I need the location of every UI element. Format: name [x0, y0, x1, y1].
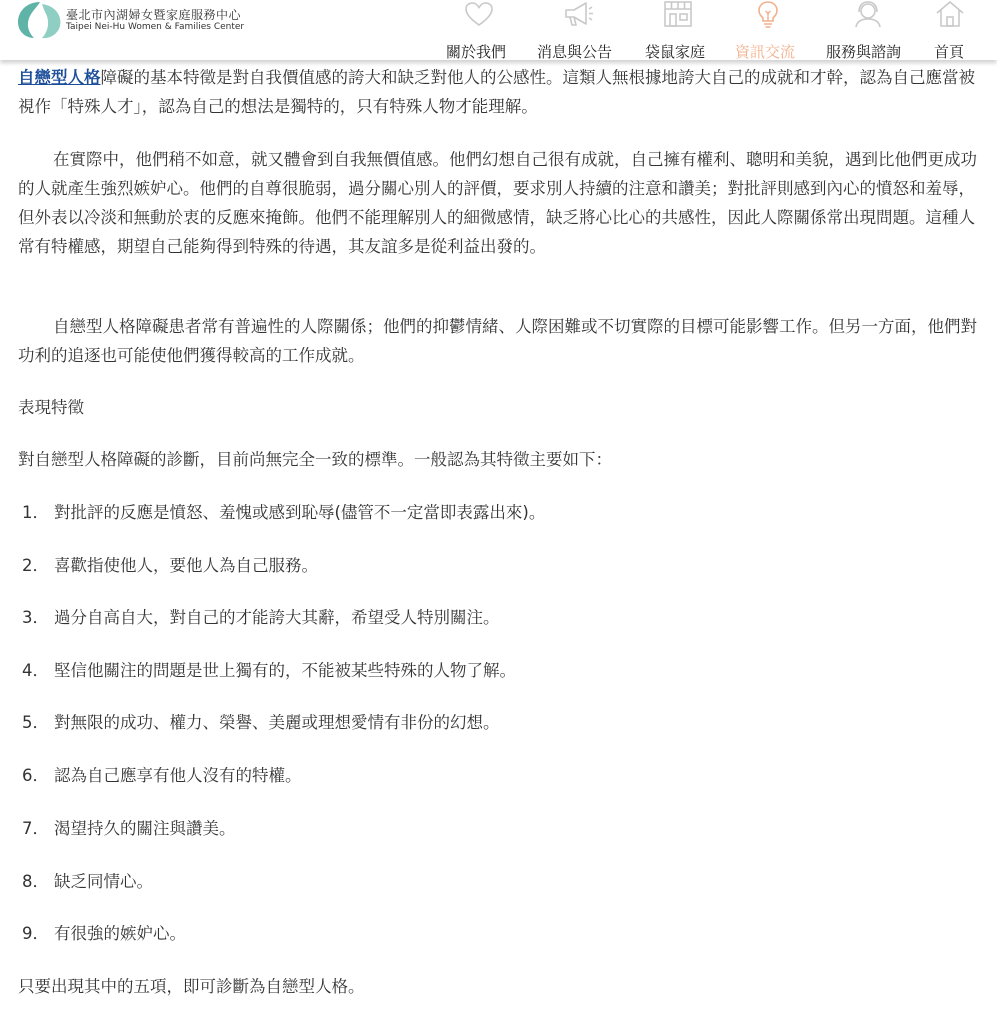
list-item-number: 9． [22, 924, 49, 943]
list-item [22, 765, 302, 787]
nav-item-news[interactable]: 消息與公告 [537, 43, 613, 61]
list-item [22, 871, 153, 893]
logo-title-zh: 臺北市內湖婦女暨家庭服務中心 [66, 8, 242, 22]
nav-item-kangaroo-family[interactable]: 袋鼠家庭 [645, 43, 706, 61]
list-intro: 對自戀型人格障礙的診斷，目前尚無完全一致的標準。一般認為其特徵主要如下： [18, 450, 612, 469]
list-item-number: 7． [22, 819, 49, 838]
nav-item-info-exchange[interactable]: 資訊交流 [735, 43, 796, 61]
list-item [22, 502, 545, 524]
list-item-text: 對無限的成功、權力、榮譽、美麗或理想愛情有非份的幻想。 [54, 713, 500, 732]
article-link-narcissistic-personality[interactable]: 自戀型人格 [18, 68, 101, 87]
list-item [22, 818, 236, 840]
conclusion: 只要出現其中的五項，即可診斷為自戀型人格。 [18, 977, 365, 996]
logo-title-en: Taipei Nei-Hu Women & Families Center [66, 22, 245, 32]
logo-icon[interactable] [16, 0, 64, 40]
list-item-number: 1． [22, 503, 49, 522]
list-item-text: 堅信他關注的問題是世上獨有的，不能被某些特殊的人物了解。 [54, 661, 516, 680]
list-item-number: 3． [22, 608, 49, 627]
list-item-text: 認為自己應享有他人沒有的特權。 [54, 766, 302, 785]
list-item-text: 有很強的嫉妒心。 [54, 924, 186, 943]
home-icon[interactable] [934, 0, 966, 28]
paragraph-2: 在實際中，他們稍不如意，就又體會到自我無價值感。他們幻想自己很有成就，自己擁有權利、聰明和美貌，遇到比他們更成功的人就產生強烈嫉妒心。他們的自尊很脆弱，過分關心別人的評價，要求別人持續的注意和讚美；對批評則感到內心的憤怒和羞辱，但外表以冷淡和無動於衷的反應來掩飾。他們不能理解別人的細微感情，缺乏將心比心的共感性，因此人際關係常出現問題。這種人常有特權感，期望自己能夠得到特殊的待遇，其友誼多是從利益出發的。 [18, 150, 977, 256]
lightbulb-icon[interactable] [752, 0, 784, 28]
section-heading: 表現特徵 [18, 398, 84, 417]
list-item-text: 喜歡指使他人，要他人為自己服務。 [54, 556, 318, 575]
site-header [0, 0, 997, 60]
list-item-number: 2． [22, 556, 49, 575]
list-item-number: 4． [22, 661, 49, 680]
paragraph-3: 自戀型人格障礙患者常有普遍性的人際關係；他們的抑鬱情緒、人際困難或不切實際的目標可能影響工作。但另一方面，他們對功利的追逐也可能使他們獲得較高的工作成就。 [18, 317, 977, 365]
list-item [22, 923, 186, 945]
nav-item-services[interactable]: 服務與諮詢 [826, 43, 902, 61]
paragraph-1-text: 障礙的基本特徵是對自我價值感的誇大和缺乏對他人的公感性。這類人無根據地誇大自己的成就和才幹，認為自己應當被視作「特殊人才」，認為自己的想法是獨特的，只有特殊人物才能理解。 [18, 68, 975, 116]
headset-icon[interactable] [852, 0, 884, 28]
list-item [22, 555, 318, 577]
list-item-text: 過分自高自大，對自己的才能誇大其辭，希望受人特別關注。 [54, 608, 500, 627]
list-item-number: 8． [22, 872, 49, 891]
megaphone-icon[interactable] [562, 0, 594, 28]
paragraph-1 [18, 63, 978, 121]
nav-item-home[interactable]: 首頁 [934, 43, 965, 61]
heart-icon[interactable] [463, 0, 495, 28]
list-item [22, 712, 500, 734]
list-item-number: 6． [22, 766, 49, 785]
list-item-text: 對批評的反應是憤怒、羞愧或感到恥辱(儘管不一定當即表露出來)。 [54, 503, 546, 522]
list-item-number: 5． [22, 713, 49, 732]
list-item [22, 660, 516, 682]
list-item [22, 607, 500, 629]
list-item-text: 渴望持久的關注與讚美。 [54, 819, 236, 838]
store-icon[interactable] [662, 0, 694, 28]
list-item-text: 缺乏同情心。 [54, 872, 153, 891]
nav-item-about[interactable]: 關於我們 [446, 43, 507, 61]
